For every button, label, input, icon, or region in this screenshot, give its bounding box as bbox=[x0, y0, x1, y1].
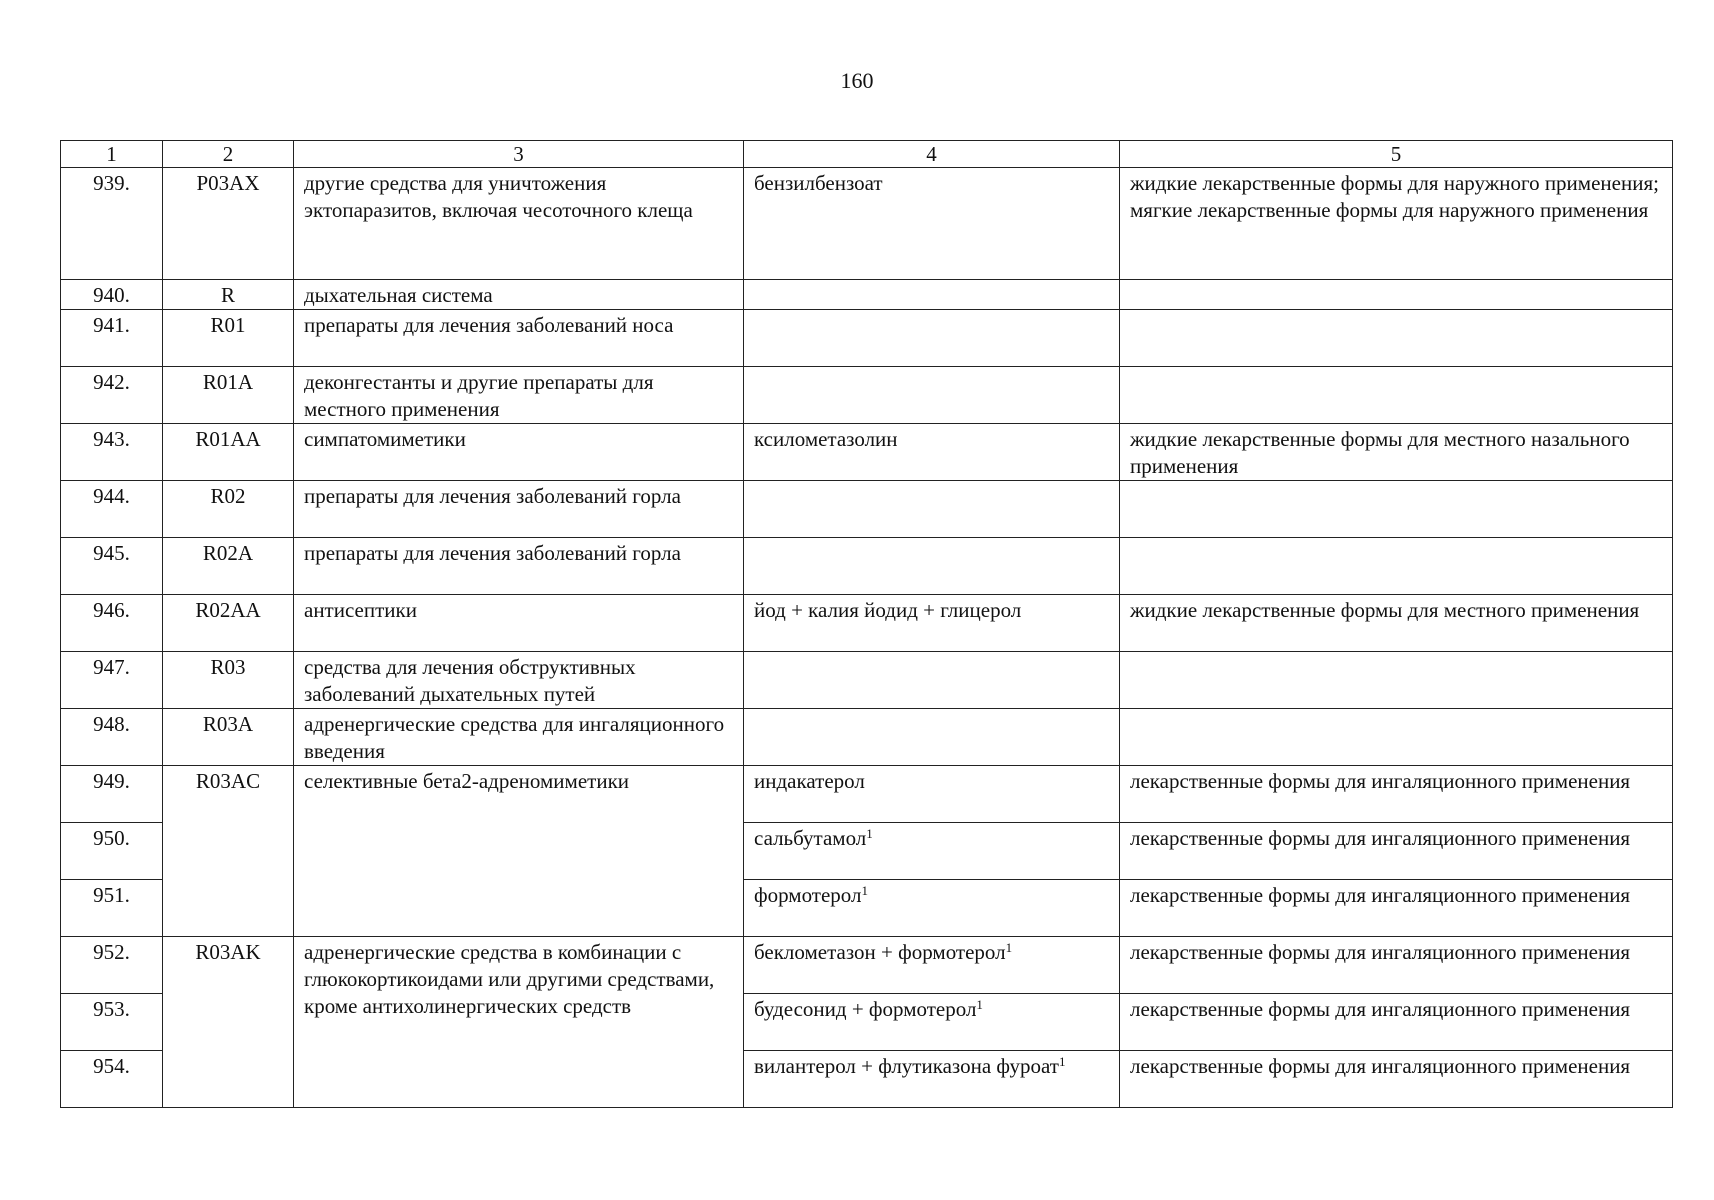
table-row bbox=[61, 937, 1673, 994]
footnote-mark: 1 bbox=[861, 883, 869, 898]
column-header-4: 4 bbox=[744, 141, 1120, 168]
table-row bbox=[61, 424, 1673, 481]
drug-name bbox=[744, 424, 1120, 481]
row-number: 939. bbox=[61, 168, 163, 280]
dosage-form: лекарственные формы для ингаляционного применения bbox=[1120, 994, 1673, 1051]
atc-code: R01A bbox=[163, 367, 294, 424]
page-number: 160 bbox=[840, 68, 874, 93]
footnote-mark: 1 bbox=[1005, 940, 1013, 955]
drug-classification-table bbox=[60, 140, 1673, 1108]
row-number: 941. bbox=[61, 310, 163, 367]
group-name: селективные бета2-адреномиметики bbox=[294, 766, 744, 937]
table-row bbox=[61, 310, 1673, 367]
row-number: 949. bbox=[61, 766, 163, 823]
dosage-form: лекарственные формы для ингаляционного применения bbox=[1120, 766, 1673, 823]
table-row bbox=[61, 538, 1673, 595]
row-number: 953. bbox=[61, 994, 163, 1051]
drug-name bbox=[744, 766, 1120, 823]
dosage-form bbox=[1120, 367, 1673, 424]
drug-name bbox=[744, 168, 1120, 280]
drug-name bbox=[744, 1051, 1120, 1108]
atc-code: R01 bbox=[163, 310, 294, 367]
drug-name bbox=[744, 280, 1120, 310]
table-row bbox=[61, 168, 1673, 280]
row-number: 947. bbox=[61, 652, 163, 709]
drug-name bbox=[744, 595, 1120, 652]
atc-code: R02 bbox=[163, 481, 294, 538]
atc-code: R03AK bbox=[163, 937, 294, 1108]
drug-name-text: йод + калия йодид + глицерол bbox=[754, 598, 1022, 622]
dosage-form-text-2: мягкие лекарственные формы для наружного применения bbox=[1130, 198, 1649, 222]
drug-name-text: беклометазон + формотерол bbox=[754, 940, 1006, 964]
row-number: 946. bbox=[61, 595, 163, 652]
drug-name bbox=[744, 880, 1120, 937]
drug-name bbox=[744, 994, 1120, 1051]
group-name: средства для лечения обструктивных заболеваний дыхательных путей bbox=[294, 652, 744, 709]
group-name: препараты для лечения заболеваний горла bbox=[294, 481, 744, 538]
dosage-form: жидкие лекарственные формы для местного применения bbox=[1120, 595, 1673, 652]
row-number: 954. bbox=[61, 1051, 163, 1108]
group-name: дыхательная система bbox=[294, 280, 744, 310]
drug-name bbox=[744, 538, 1120, 595]
column-header-5: 5 bbox=[1120, 141, 1673, 168]
row-number: 950. bbox=[61, 823, 163, 880]
column-header-1: 1 bbox=[61, 141, 163, 168]
dosage-form bbox=[1120, 481, 1673, 538]
row-number: 943. bbox=[61, 424, 163, 481]
atc-code: R03 bbox=[163, 652, 294, 709]
table-row bbox=[61, 709, 1673, 766]
dosage-form-text: жидкие лекарственные формы для наружного применения; bbox=[1130, 171, 1659, 195]
group-name: адренергические средства в комбинации с глюкокортикоидами или другими средствами, кроме антихолинергических средств bbox=[294, 937, 744, 1108]
row-number: 942. bbox=[61, 367, 163, 424]
row-number: 952. bbox=[61, 937, 163, 994]
header-row bbox=[61, 141, 1673, 168]
row-number: 945. bbox=[61, 538, 163, 595]
atc-code: R01AA bbox=[163, 424, 294, 481]
drug-name-text: вилантерол + флутиказона фуроат bbox=[754, 1054, 1059, 1078]
dosage-form: жидкие лекарственные формы для местного назального применения bbox=[1120, 424, 1673, 481]
table-row bbox=[61, 481, 1673, 538]
atc-code: R03A bbox=[163, 709, 294, 766]
footnote-mark: 1 bbox=[1058, 1054, 1066, 1069]
atc-code: R03AC bbox=[163, 766, 294, 937]
atc-code: R bbox=[163, 280, 294, 310]
group-name: другие средства для уничтожения эктопаразитов, включая чесоточного клеща bbox=[294, 168, 744, 280]
atc-code: R02A bbox=[163, 538, 294, 595]
table-row bbox=[61, 280, 1673, 310]
footnote-mark: 1 bbox=[866, 826, 873, 841]
table-row bbox=[61, 652, 1673, 709]
footnote-mark: 1 bbox=[976, 997, 983, 1012]
dosage-form: лекарственные формы для ингаляционного применения bbox=[1120, 1051, 1673, 1108]
row-number: 951. bbox=[61, 880, 163, 937]
group-name: адренергические средства для ингаляционного введения bbox=[294, 709, 744, 766]
dosage-form: лекарственные формы для ингаляционного применения bbox=[1120, 880, 1673, 937]
drug-name bbox=[744, 367, 1120, 424]
dosage-form bbox=[1120, 652, 1673, 709]
drug-name-text: индакатерол bbox=[754, 769, 865, 793]
drug-name bbox=[744, 709, 1120, 766]
drug-name bbox=[744, 652, 1120, 709]
drug-name-text: бензилбензоат bbox=[754, 171, 883, 195]
table-row bbox=[61, 595, 1673, 652]
drug-name-text: будесонид + формотерол bbox=[754, 997, 977, 1021]
group-name: препараты для лечения заболеваний носа bbox=[294, 310, 744, 367]
dosage-form bbox=[1120, 538, 1673, 595]
dosage-form bbox=[1120, 310, 1673, 367]
table-row bbox=[61, 766, 1673, 823]
column-header-3: 3 bbox=[294, 141, 744, 168]
group-name: антисептики bbox=[294, 595, 744, 652]
drug-name bbox=[744, 937, 1120, 994]
atc-code: R02AA bbox=[163, 595, 294, 652]
drug-name-text: формотерол bbox=[754, 883, 862, 907]
drug-name-text: сальбутамол bbox=[754, 826, 867, 850]
drug-name bbox=[744, 823, 1120, 880]
group-name: деконгестанты и другие препараты для местного применения bbox=[294, 367, 744, 424]
drug-name-text: ксилометазолин bbox=[754, 427, 898, 451]
dosage-form bbox=[1120, 709, 1673, 766]
table-row bbox=[61, 367, 1673, 424]
group-name: симпатомиметики bbox=[294, 424, 744, 481]
atc-code: P03AX bbox=[163, 168, 294, 280]
group-name: препараты для лечения заболеваний горла bbox=[294, 538, 744, 595]
row-number: 948. bbox=[61, 709, 163, 766]
row-number: 940. bbox=[61, 280, 163, 310]
dosage-form bbox=[1120, 280, 1673, 310]
column-header-2: 2 bbox=[163, 141, 294, 168]
drug-name bbox=[744, 310, 1120, 367]
dosage-form: лекарственные формы для ингаляционного применения bbox=[1120, 823, 1673, 880]
dosage-form bbox=[1120, 168, 1673, 280]
drug-name bbox=[744, 481, 1120, 538]
row-number: 944. bbox=[61, 481, 163, 538]
dosage-form: лекарственные формы для ингаляционного применения bbox=[1120, 937, 1673, 994]
